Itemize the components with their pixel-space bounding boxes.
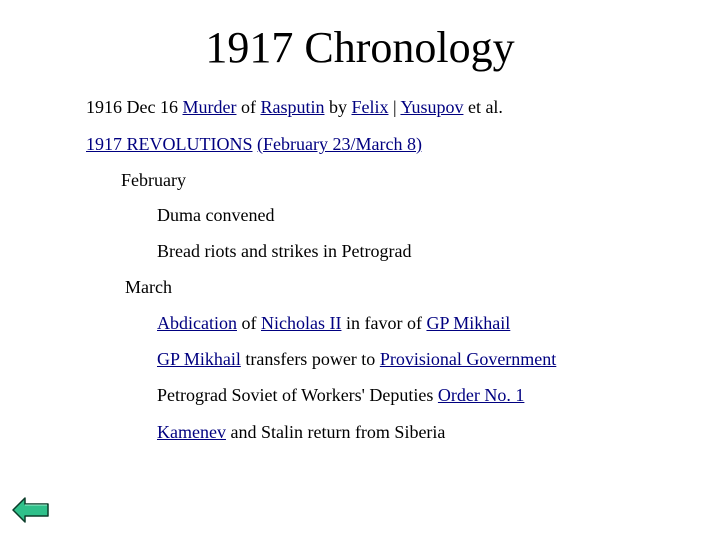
section-heading-march: March [125,277,172,297]
provisional-government-link[interactable]: Provisional Government [379,349,557,369]
nicholas-ii-link[interactable]: Nicholas II [260,313,342,333]
event-abdication [157,311,510,335]
event-petrograd-soviet [157,383,524,407]
kamenev-link[interactable]: Kamenev [157,422,226,442]
rasputin-link[interactable]: Rasputin [260,97,325,117]
line-text: in favor of [341,313,427,333]
line-text: 1916 Dec 16 [86,97,183,117]
murder-link[interactable]: Murder [182,97,237,117]
revolutions-1917-link[interactable]: 1917 REVOLUTIONS [86,134,253,154]
event-bread-riots: Bread riots and strikes in Petrograd [157,241,412,261]
page-title: 1917 Chronology [205,23,515,72]
line-text: of [236,313,261,333]
event-duma-convened: Duma convened [157,205,275,225]
line-text: and Stalin return from Siberia [225,422,446,442]
line-text: et al. [463,97,503,117]
yusupov-link[interactable]: Yusupov [400,97,464,117]
line-text: | [388,97,401,117]
chronology-line-1917-revolutions [86,132,422,156]
felix-link[interactable]: Felix [351,97,389,117]
back-button[interactable] [12,496,50,524]
line-text: transfers power to [240,349,380,369]
abdication-link[interactable]: Abdication [157,313,237,333]
chronology-line-1916 [86,95,503,119]
line-text: of [236,97,261,117]
back-arrow-icon [12,496,50,524]
event-power-transfer [157,347,556,371]
line-text: Petrograd Soviet of Workers' Deputies [157,385,438,405]
line-text: by [324,97,352,117]
february-date-link[interactable]: (February 23/March 8) [257,134,422,154]
order-no-1-link[interactable]: Order No. 1 [437,385,525,405]
event-kamenev-stalin-return [157,420,445,444]
gp-mikhail-link-2[interactable]: GP Mikhail [157,349,241,369]
gp-mikhail-link[interactable]: GP Mikhail [426,313,511,333]
section-heading-february: February [121,170,186,190]
